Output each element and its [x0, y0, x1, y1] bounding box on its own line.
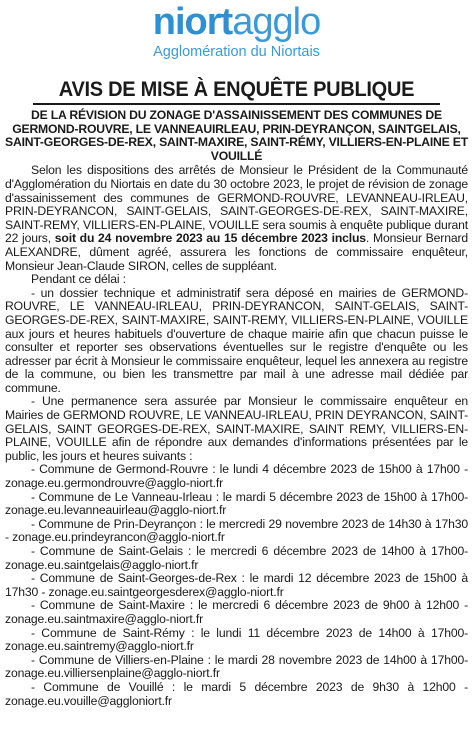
- title-underline: [33, 103, 440, 105]
- logo-brand-second: agglo: [232, 1, 321, 43]
- commune-item: - Commune de Saint-Rémy : le lundi 11 décembre 2023 de 14h00 à 17h00- zonage.eu.saintremy@agglo-niort.fr: [5, 625, 468, 654]
- logo-brand-first: niort: [152, 1, 233, 43]
- intro-text-before: Selon les dispositions des arrêtés de Monsieur le Président de la Communauté d'Agglomération du Niortais en date du 30 octobre 2023, le projet de révision de zonage d'assainissement des communes de GERMOND-ROUVRE, LEVANNEAU-IRLEAU, PRIN-DEYRANCON, SAINT-GELAIS, SAINT-GEORGES-DE-REX, SAINT-MAXIRE, SAINT-REMY, VILLIERS-EN-PLAINE, VOUILLE sera soumis à enquête publique durant 22 jours,: [5, 163, 468, 246]
- logo-tagline: Agglomération du Niortais: [153, 44, 320, 60]
- delay-heading: Pendant ce délai :: [31, 272, 126, 287]
- commune-item: - Commune de Germond-Rouvre : le lundi 4 décembre 2023 de 15h00 à 17h00 - zonage.eu.germondrouvre@agglo-niort.fr: [5, 462, 468, 491]
- commune-item: - Commune de Le Vanneau-Irleau : le mardi 5 décembre 2023 de 15h00 à 17h00- zonage.eu.levanneauirleau@agglo-niort.fr: [5, 489, 468, 518]
- notice-body: [5, 164, 468, 708]
- niortagglo-logo: [5, 0, 468, 60]
- commune-item: - Commune de Saint-Gelais : le mercredi 6 décembre 2023 de 14h00 à 17h00- zonage.eu.saintgelais@agglo-niort.fr: [5, 544, 468, 572]
- notice-title: AVIS DE MISE À ENQUÊTE PUBLIQUE: [58, 77, 415, 101]
- intro-text-after: . Monsieur Bernard ALEXANDRE, dûment agréé, assurera les fonctions de commissaire enquêteur, Monsieur Jean-Claude SIRON, celles de suppléant.: [5, 231, 468, 273]
- permanence-paragraph: - Une permanence sera assurée par Monsieur le commissaire enquêteur en Mairies de GERMOND ROUVRE, LE VANNEAU-IRLEAU, PRIN DEYRANCON, SAINT-GELAIS, SAINT GEORGES-DE-REX, SAINT-MAXIRE, SAINT REMY, VILLIERS-EN-PLAINE, VOUILLE afin de répondre aux demandes d'informations présentées par le public, les jours et heures suivants :: [5, 394, 468, 463]
- logo-wordmark: [5, 2, 468, 42]
- intro-paragraph: [5, 164, 468, 273]
- commune-item: - Commune de Saint-Maxire : le mercredi 6 décembre 2023 de 9h00 à 12h00 - zonage.eu.saintmaxire@agglo-niort.fr: [5, 598, 468, 626]
- dossier-paragraph: - un dossier technique et administratif sera déposé en mairies de GERMOND-ROUVRE, LE VANNEAU-IRLEAU, PRIN-DEYRANCON, SAINT-GELAIS, SAINT-GEORGES-DE-REX, SAINT-MAXIRE, SAINT-REMY, VILLIERS-EN-PLAINE, VOUILLE aux jours et heures habituels d'ouverture de chaque mairie afin que chacun puisse le consulter et reporter ses observations éventuelles sur le registre d'enquête ou les adresser par écrit à Monsieur le commissaire enquêteur, lequel les annexera au registre de la commune, ou bien les transmettre par mail à une adresse mail dédiée par commune.: [5, 285, 468, 395]
- commune-item: - Commune de Prin-Deyrançon : le mercredi 29 novembre 2023 de 14h30 à 17h30 - zonage.eu.prindeyrancon@agglo-niort.fr: [5, 516, 468, 545]
- commune-item: - Commune de Saint-Georges-de-Rex : le mardi 12 décembre 2023 de 15h00 à 17h30 - zonage.eu.saintgeorgesderex@agglo-niort.fr: [5, 571, 468, 599]
- inquiry-dates: soit du 24 novembre 2023 au 15 décembre 2023 inclus: [54, 231, 366, 246]
- notice-subtitle: DE LA RÉVISION DU ZONAGE D'ASSAINISSEMENT DES COMMUNES DE GERMOND-ROUVRE, LE VANNEAUIRLEAU, PRIN-DEYRANÇON, SAINTGELAIS, SAINT-GEORGES-DE-REX, SAINT-MAXIRE, SAINT-RÉMY, VILLIERS-EN-PLAINE ET VOUILLÉ: [5, 108, 468, 163]
- commune-item: - Commune de Villiers-en-Plaine : le mardi 28 novembre 2023 de 14h00 à 17h00- zonage.eu.villiersenplaine@agglo-niort.fr: [5, 652, 468, 681]
- commune-item: - Commune de Vouillé : le mardi 5 décembre 2023 de 9h30 à 12h00 - zonage.eu.vouille@aggloniort.fr: [5, 679, 468, 708]
